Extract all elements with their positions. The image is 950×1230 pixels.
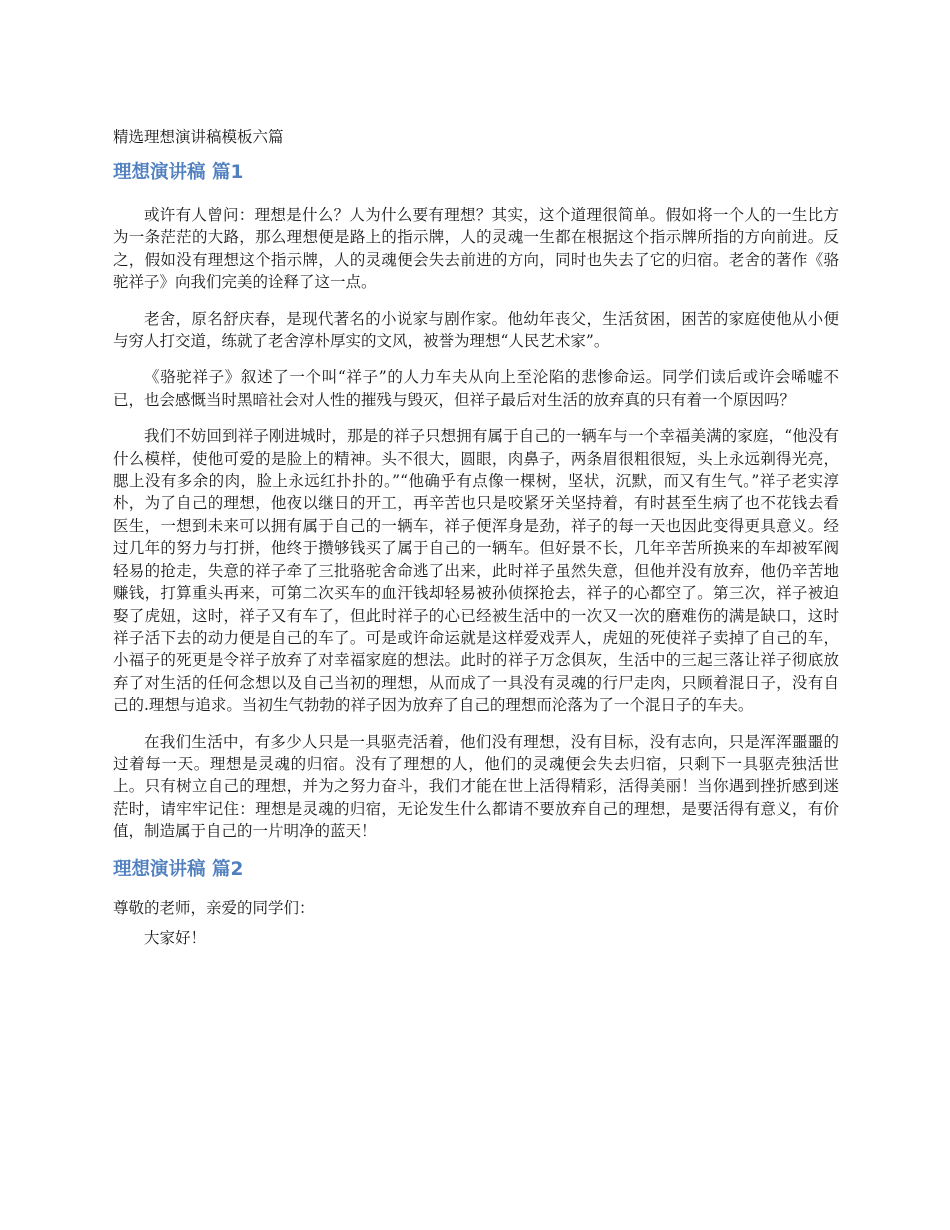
paragraph: 《骆驼祥子》叙述了一个叫“祥子”的人力车夫从向上至沦陷的悲惨命运。同学们读后或许会唏嘘不已，也会感慨当时黑暗社会对人性的摧残与毁灭，但祥子最后对生活的放弃真的只有着一个原因吗？	[113, 368, 839, 409]
salutation: 尊敬的老师，亲爱的同学们：	[113, 898, 315, 917]
section-heading-2: 理想演讲稿 篇2	[113, 858, 244, 880]
section-heading-1: 理想演讲稿 篇1	[113, 162, 244, 183]
document-page	[113, 126, 839, 963]
document-title: 精选理想演讲稿模板六篇	[113, 128, 284, 146]
paragraph: 或许有人曾问：理想是什么？人为什么要有理想？其实，这个道理很简单。假如将一个人的一生比方为一条茫茫的大路，那么理想便是路上的指示牌，人的灵魂一生都在根据这个指示牌所指的方向前进。反之，假如没有理想这个指示牌，人的灵魂便会失去前进的方向，同时也失去了它的归宿。老舍的著作《骆驼祥子》向我们完美的诠释了这一点。	[113, 206, 839, 292]
paragraph: 我们不妨回到祥子刚进城时，那是的祥子只想拥有属于自己的一辆车与一个幸福美满的家庭，“他没有什么模样，使他可爱的是脸上的精神。头不很大，圆眼，肉鼻子，两条眉很粗很短，头上永远剃得光亮，腮上没有多余的肉，脸上永远红扑扑的。”“他确乎有点像一棵树，坚状，沉默，而又有生气。”祥子老实淳朴，为了自己的理想，他夜以继日的开工，再辛苦也只是咬紧牙关坚持着，有时甚至生病了也不花钱去看医生，一想到未来可以拥有属于自己的一辆车，祥子便浑身是劲，祥子的每一天也因此变得更具意义。经过几年的努力与打拼，他终于攒够钱买了属于自己的一辆车。但好景不长，几年辛苦所换来的车却被军阀轻易的抢走，失意的祥子牵了三批骆驼舍命逃了出来，此时祥子虽然失意，但他并没有放弃，他仍辛苦地赚钱，打算重头再来，可第二次买车的血汗钱却轻易被孙侦探抢去，祥子的心都空了。第三次，祥子被迫娶了虎妞，这时，祥子又有车了，但此时祥子的心已经被生活中的一次又一次的磨难伤的满是缺口，这时祥子活下去的动力便是自己的车了。可是或许命运就是这样爱戏弄人，虎妞的死使祥子卖掉了自己的车，小福子的死更是令祥子放弃了对幸福家庭的想法。此时的祥子万念俱灰，生活中的三起三落让祥子彻底放弃了对生活的任何念想以及自己当初的理想，从而成了一具没有灵魂的行尸走肉，只顾着混日子，没有自己的.理想与追求。当初生气勃勃的祥子因为放弃了自己的理想而沦落为了一个混日子的车夫。	[113, 427, 839, 715]
paragraph: 在我们生活中，有多少人只是一具驱壳活着，他们没有理想，没有目标，没有志向，只是浑浑噩噩的过着每一天。理想是灵魂的归宿。没有了理想的人，他们的灵魂便会失去归宿，只剩下一具驱壳独活世上。只有树立自己的理想，并为之努力奋斗，我们才能在世上活得精彩，活得美丽！当你遇到挫折感到迷茫时，请牢牢记住：理想是灵魂的归宿，无论发生什么都请不要放弃自己的理想，是要活得有意义，有价值，制造属于自己的一片明净的蓝天！	[113, 732, 839, 841]
greeting: 大家好！	[144, 928, 207, 947]
paragraph: 老舍，原名舒庆春，是现代著名的小说家与剧作家。他幼年丧父，生活贫困，困苦的家庭使他从小便与穷人打交道，练就了老舍淳朴厚实的文风，被誉为理想“人民艺术家”。	[113, 309, 839, 351]
